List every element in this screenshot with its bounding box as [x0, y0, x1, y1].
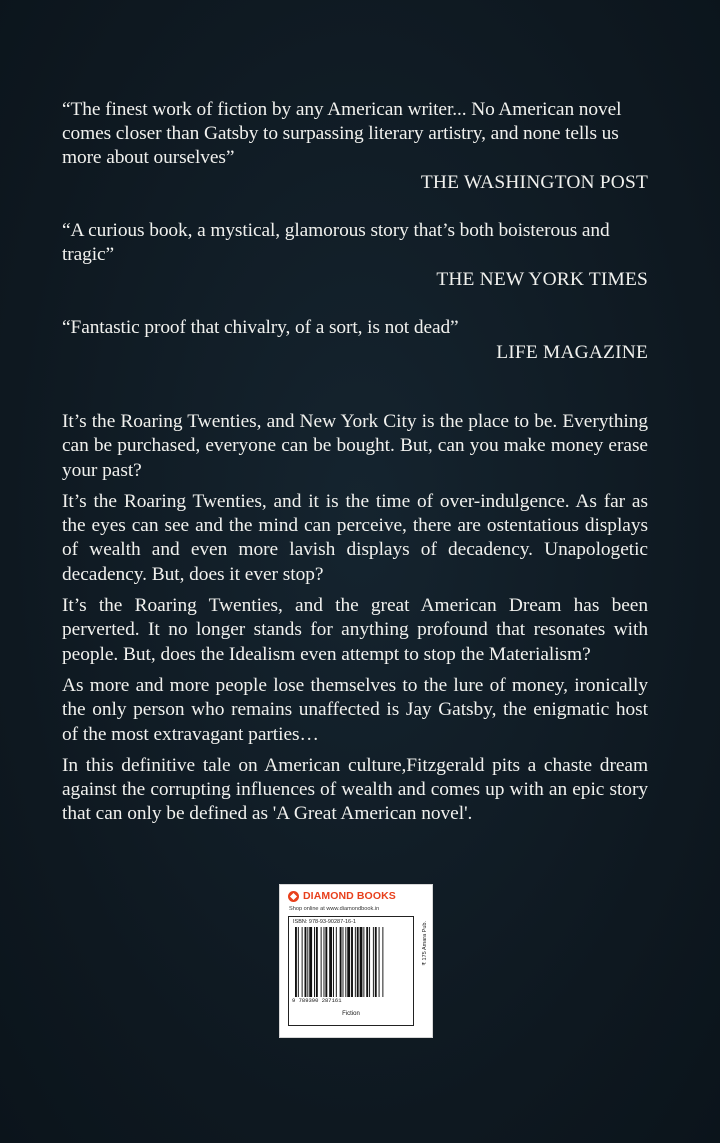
- quote-source: LIFE MAGAZINE: [496, 342, 648, 363]
- blurb-paragraph: It’s the Roaring Twenties, and the great American Dream has been perverted. It no longer stands for anything profound that resonates with people. But, does the Idealism even attempt to stop the Materialism?: [62, 595, 648, 665]
- quote-source: THE NEW YORK TIMES: [436, 269, 648, 290]
- quote-text: “A curious book, a mystical, glamorous story that’s both boisterous and tragic”: [62, 220, 610, 265]
- blurb-paragraph: It’s the Roaring Twenties, and it is the time of over-indulgence. As far as the eyes can see and the mind can perceive, there are ostentatious displays of wealth and even more lavish displays of decadency. Unapologetic decadency. But, does it ever stop?: [62, 490, 648, 585]
- shop-online-text: Shop online at www.diamondbook.in: [289, 906, 380, 912]
- review-quote: [62, 219, 648, 293]
- blurb-paragraph: As more and more people lose themselves to the lure of money, ironically the only person who remains unaffected is Jay Gatsby, the enigmatic host of the most extravagant parties…: [62, 674, 648, 745]
- publisher-name: DIAMOND BOOKS: [303, 890, 396, 902]
- category-label: Fiction: [342, 1011, 360, 1017]
- book-blurb: [62, 410, 648, 834]
- quote-source: THE WASHINGTON POST: [420, 172, 648, 193]
- blurb-paragraph: In this definitive tale on American culture,Fitzgerald pits a chaste dream against the corrupting influences of wealth and comes up with an epic story that can only be defined as 'A Great American novel'.: [62, 754, 648, 825]
- publisher-logo: [288, 890, 396, 902]
- review-quote: [62, 316, 648, 366]
- barcode-digits: 9 789390 287161: [292, 997, 342, 1004]
- side-print-text: ₹ 175 Amara Pub.: [422, 921, 428, 966]
- barcode-bars-icon: [295, 927, 409, 997]
- barcode-label: [279, 884, 433, 1038]
- review-quotes: [62, 98, 648, 391]
- quote-text: “Fantastic proof that chivalry, of a sort, is not dead”: [62, 317, 459, 338]
- blurb-paragraph: It’s the Roaring Twenties, and New York City is the place to be. Everything can be purchased, everyone can be bought. But, can you make money erase your past?: [62, 411, 648, 481]
- isbn-text: ISBN: 978-93-90287-16-1: [293, 919, 356, 925]
- diamond-logo-icon: [288, 891, 299, 902]
- review-quote: [62, 98, 648, 196]
- barcode-area: [288, 916, 414, 1026]
- quote-text: “The finest work of fiction by any American writer... No American novel comes closer than Gatsby to surpassing literary artistry, and none tells us more about ourselves”: [62, 99, 622, 168]
